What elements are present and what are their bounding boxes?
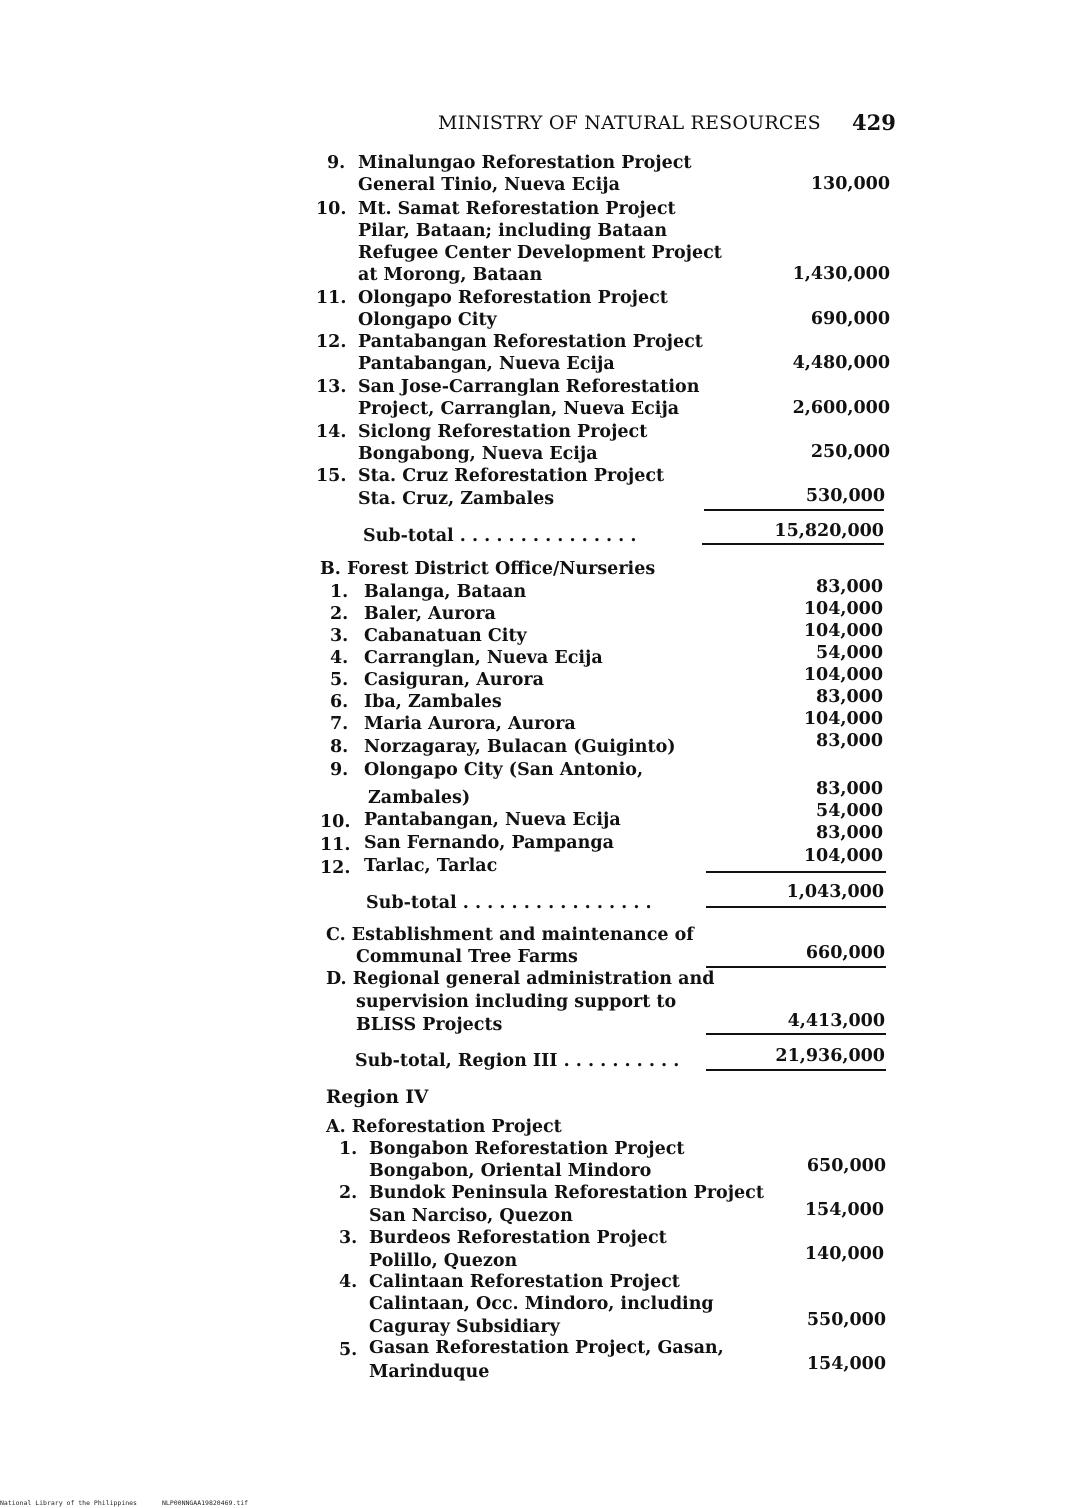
amount: 140,000 [804, 1244, 884, 1264]
amount: 250,000 [810, 442, 890, 462]
amount: 154,000 [806, 1354, 886, 1374]
subtotal-region3-amount: 21,936,000 [775, 1046, 885, 1066]
amount: 4,480,000 [792, 353, 890, 373]
footer-file-label: NLP00NNGAA19820469.tif [162, 1499, 249, 1507]
total-rule [706, 966, 886, 968]
running-header: MINISTRY OF NATURAL RESOURCES [438, 112, 821, 134]
total-rule [706, 906, 886, 908]
amount: 130,000 [810, 174, 890, 194]
total-rule [706, 1069, 886, 1071]
total-rule [704, 509, 884, 511]
page-number: 429 [852, 110, 896, 135]
amount: 550,000 [806, 1310, 886, 1330]
region4-a-heading: A. Reforestation Project [326, 1117, 562, 1137]
subtotal-b-label: Sub-total . . . . . . . . . . . . . . . . [366, 893, 652, 913]
subtotal-b-amount: 1,043,000 [786, 882, 884, 902]
amount: 154,000 [804, 1200, 884, 1220]
total-rule [702, 543, 884, 545]
total-rule [706, 1033, 886, 1035]
region4-heading: Region IV [326, 1087, 429, 1108]
subtotal-region3-label: Sub-total, Region III . . . . . . . . . . [355, 1051, 680, 1071]
amount: 4,413,000 [787, 1011, 885, 1031]
amount: 2,600,000 [792, 398, 890, 418]
subtotal-a-amount: 15,820,000 [774, 521, 884, 541]
amount: 530,000 [805, 486, 885, 506]
footer-library-label: National Library of the Philippines [0, 1499, 137, 1507]
subtotal-a-label: Sub-total . . . . . . . . . . . . . . . [363, 526, 637, 546]
amount: 660,000 [805, 943, 885, 963]
amount: 1,430,000 [792, 264, 890, 284]
total-rule [706, 871, 886, 873]
amount: 690,000 [810, 309, 890, 329]
section-b-heading: B. Forest District Office/Nurseries [320, 559, 656, 579]
amount: 650,000 [806, 1156, 886, 1176]
